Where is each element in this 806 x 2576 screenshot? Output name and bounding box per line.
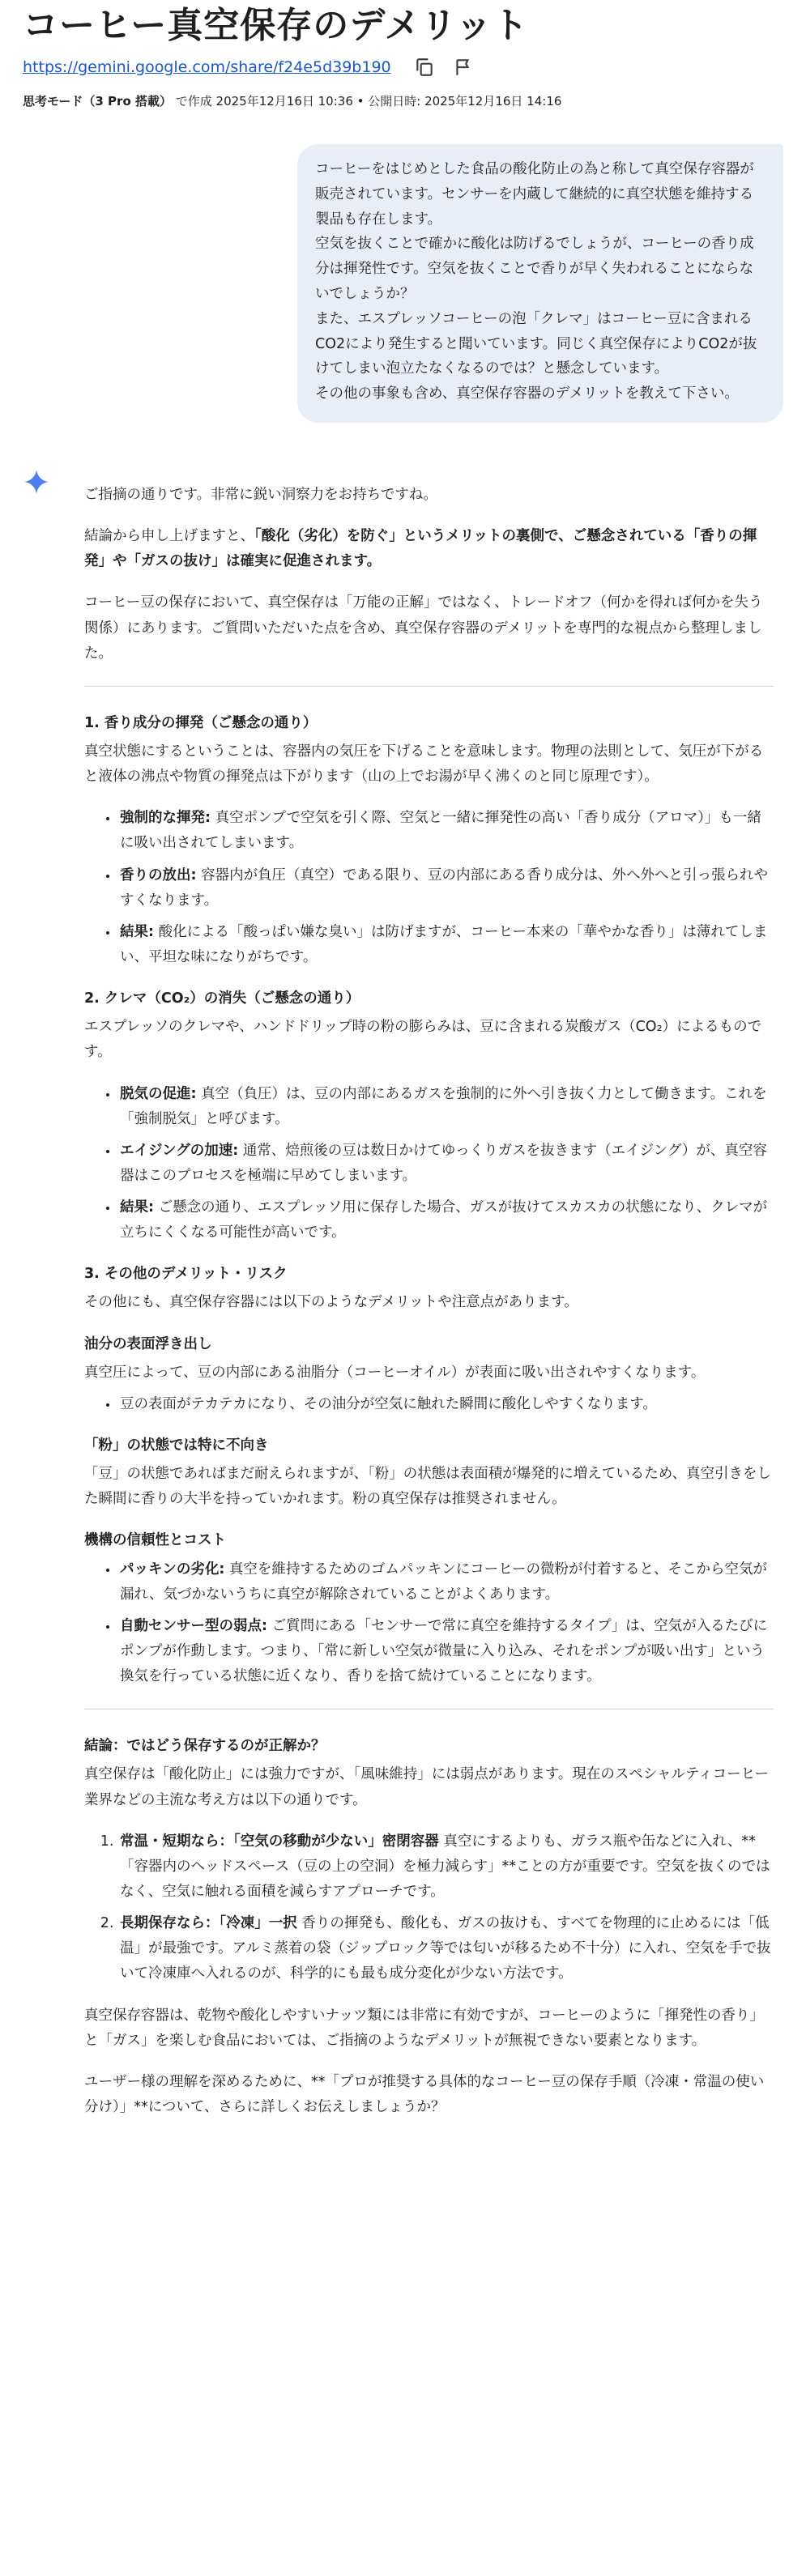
bullet-list — [84, 806, 774, 970]
meta-mode: 思考モード（3 Pro 搭載） — [23, 94, 172, 109]
user-message-row — [23, 144, 783, 423]
bullet-list — [84, 1082, 774, 1246]
item-label: 常温・短期なら：「空気の移動が少ない」密閉容器 — [120, 1833, 439, 1850]
user-paragraph: 空気を抜くことで確かに酸化は防げるでしょうが、コーヒーの香り成分は揮発性です。空気を抜くことで香りが早く失われることにならないでしょうか？ — [315, 236, 754, 302]
response-intro: ご指摘の通りです。非常に鋭い洞察力をお持ちですね。 — [84, 486, 437, 503]
item-label: エイジングの加速: — [120, 1142, 239, 1159]
bullet-list — [84, 1392, 774, 1417]
user-paragraph: また、エスプレッソコーヒーの泡「クレマ」はコーヒー豆に含まれるCO2により発生すると聞いています。同じく真空保存によりCO2が抜けてしまい泡立たなくなるのでは？と懸念しています。 — [315, 310, 757, 377]
section-body: 真空保存は「酸化防止」には強力ですが、「風味維持」には弱点があります。現在のスペシャルティコーヒー業界などの主流な考え方は以下の通りです。 — [84, 1766, 769, 1808]
item-text: 真空ポンプで空気を引く際、空気と一緒に揮発性の高い「香り成分（アロマ）」も一緒に吸い出されてしまいます。 — [120, 810, 761, 852]
meta-info — [23, 92, 783, 110]
meta-dates: で作成 2025年12月16日 10:36 • 公開日時: 2025年12月16日 14:16 — [171, 94, 562, 109]
list-item — [118, 1139, 774, 1189]
item-text: 通常、焙煎後の豆は数日かけてゆっくりガスを抜きます（エイジング）が、真空容器はこのプロセスを極端に早めてしまいます。 — [120, 1142, 767, 1184]
subsection-body: 「豆」の状態であればまだ耐えられますが、「粉」の状態は表面積が爆発的に増えているため、真空引きをした瞬間に香りの大半を持っていかれます。粉の真空保存は推奨されません。 — [84, 1466, 772, 1508]
response-overview: コーヒー豆の保存において、真空保存は「万能の正解」ではなく、トレードオフ（何かを得れば何かを失う関係）にあります。ご質問いただいた点を含め、真空保存容器のデメリットを専門的な視点から整理しました。 — [84, 594, 763, 662]
item-label: 結果: — [120, 923, 154, 940]
section-body: その他にも、真空保存容器には以下のようなデメリットや注意点があります。 — [84, 1294, 578, 1311]
section-heading: 2. クレマ（CO₂）の消失（ご懸念の通り） — [84, 990, 360, 1007]
response-conclusion — [84, 524, 774, 574]
followup-question: ユーザー様の理解を深めるために、**「プロが推奨する具体的なコーヒー豆の保存手順（冷凍・常温の使い分け）」**について、さらに詳しくお伝えしましょうか？ — [84, 2073, 765, 2115]
closing-paragraph: 真空保存容器は、乾物や酸化しやすいナッツ類には非常に有効ですが、コーヒーのように「揮発性の香り」と「ガス」を楽しむ食品においては、ご指摘のようなデメリットが無視できない要素となります。 — [84, 2007, 764, 2049]
conclusion-lead: 結論から申し上げますと、 — [84, 528, 254, 545]
subsection-heading: 油分の表面浮き出し — [84, 1335, 212, 1352]
divider — [84, 1709, 774, 1710]
subsection-body: 真空圧によって、豆の内部にある油脂分（コーヒーオイル）が表面に吸い出されやすくなります。 — [84, 1364, 706, 1381]
list-item — [118, 806, 774, 856]
copy-icon[interactable] — [414, 57, 435, 78]
page-title: コーヒー真空保存のデメリット — [23, 5, 529, 46]
divider — [84, 686, 774, 687]
subsection-heading: 機構の信頼性とコスト — [84, 1532, 226, 1549]
item-label: 脱気の促進: — [120, 1085, 197, 1102]
item-label: 強制的な揮発: — [120, 810, 211, 827]
gemini-spark-icon — [24, 470, 49, 494]
item-text: 香りの揮発も、酸化も、ガスの抜けも、すべてを物理的に止めるには「低温」が最強です。アルミ蒸着の袋（ジップロック等では匂いが移るため不十分）に入れ、空気を手で抜いて冷凍庫へ入れるのが、科学的にも最も成分変化が少ない方法です。 — [120, 1915, 771, 1982]
list-item — [118, 1614, 774, 1689]
user-paragraph: その他の事象も含め、真空保存容器のデメリットを教えて下さい。 — [315, 385, 739, 402]
list-item: • 豆の表面がテカテカになり、その油分が空気に触れた瞬間に酸化しやすくなります。 — [118, 1392, 774, 1417]
flag-icon[interactable] — [453, 57, 474, 78]
item-label: 香りの放出: — [120, 866, 197, 884]
item-text: 容器内が負圧（真空）である限り、豆の内部にある香り成分は、外へ外へと引っ張られやすくなります。 — [120, 866, 769, 909]
item-text: ご質問にある「センサーで常に真空を維持するタイプ」は、空気が入るたびにポンプが作動します。つまり、「常に新しい空気が微量に入り込み、それをポンプが吸い出す」という換気を行っている状態に近くなり、香りを捨て続けていることになります。 — [120, 1617, 768, 1685]
item-text: 真空を維持するためのゴムパッキンにコーヒーの微粉が付着すると、そこから空気が漏れ、気づかないうちに真空が解除されていることがよくあります。 — [120, 1561, 768, 1603]
list-item — [118, 1911, 774, 1986]
item-text: 真空（負圧）は、豆の内部にあるガスを強制的に外へ引き抜く力として働きます。これを「強制脱気」と呼びます。 — [120, 1085, 767, 1127]
section-body: エスプレッソのクレマや、ハンドドリップ時の粉の膨らみは、豆に含まれる炭酸ガス（CO₂）によるものです。 — [84, 1019, 762, 1061]
item-text: ご懸念の通り、エスプレッソ用に保存した場合、ガスが抜けてスカスカの状態になり、クレマが立ちにくくなる可能性が高いです。 — [120, 1199, 768, 1241]
list-item — [118, 1082, 774, 1132]
item-label: 長期保存なら：「冷凍」一択 — [120, 1915, 297, 1932]
section-heading: 結論：ではどう保存するのが正解か？ — [84, 1738, 326, 1755]
section-heading: 1. 香り成分の揮発（ご懸念の通り） — [84, 714, 318, 731]
item-text: 酸化による「酸っぱい嫌な臭い」は防げますが、コーヒー本来の「華やかな香り」は薄れてしまい、平坦な味になりがちです。 — [120, 923, 768, 965]
share-link[interactable]: https://gemini.google.com/share/f24e5d39b190 — [23, 58, 391, 76]
model-response — [23, 455, 783, 2120]
share-row — [23, 55, 783, 79]
item-label: パッキンの劣化: — [120, 1561, 225, 1578]
list-item — [118, 863, 774, 913]
list-item — [118, 1557, 774, 1607]
subsection-heading: 「粉」の状態では特に不向き — [84, 1437, 269, 1454]
conclusion-bold: 「酸化（劣化）を防ぐ」というメリットの裏側で、ご懸念されている「香りの揮発」や「ガスの抜け」は確実に促進されます。 — [84, 528, 757, 570]
user-message-bubble — [297, 144, 783, 423]
section-body: 真空状態にするということは、容器内の気圧を下げることを意味します。物理の法則として、気圧が下がると液体の沸点や物質の揮発点は下がります（山の上でお湯が早く沸くのと同じ原理です）。 — [84, 743, 764, 786]
item-label: 結果: — [120, 1199, 154, 1216]
list-item — [118, 920, 774, 970]
user-paragraph: コーヒーをはじめとした食品の酸化防止の為と称して真空保存容器が販売されています。センサーを内蔵して継続的に真空状態を維持する製品も存在します。 — [315, 161, 754, 228]
bullet-list — [84, 1557, 774, 1690]
list-item — [118, 1829, 774, 1905]
list-item — [118, 1195, 774, 1245]
item-text: 真空にするよりも、ガラス瓶や缶などに入れ、**「容器内のヘッドスペース（豆の上の空洞）を極力減らす」**ことの方が重要です。空気を抜くのではなく、空気に触れる面積を減らすアプローチです。 — [120, 1833, 770, 1901]
section-heading: 3. その他のデメリット・リスク — [84, 1266, 288, 1283]
item-label: 自動センサー型の弱点: — [120, 1617, 267, 1634]
response-body — [84, 455, 774, 2120]
numbered-list — [84, 1829, 774, 1987]
